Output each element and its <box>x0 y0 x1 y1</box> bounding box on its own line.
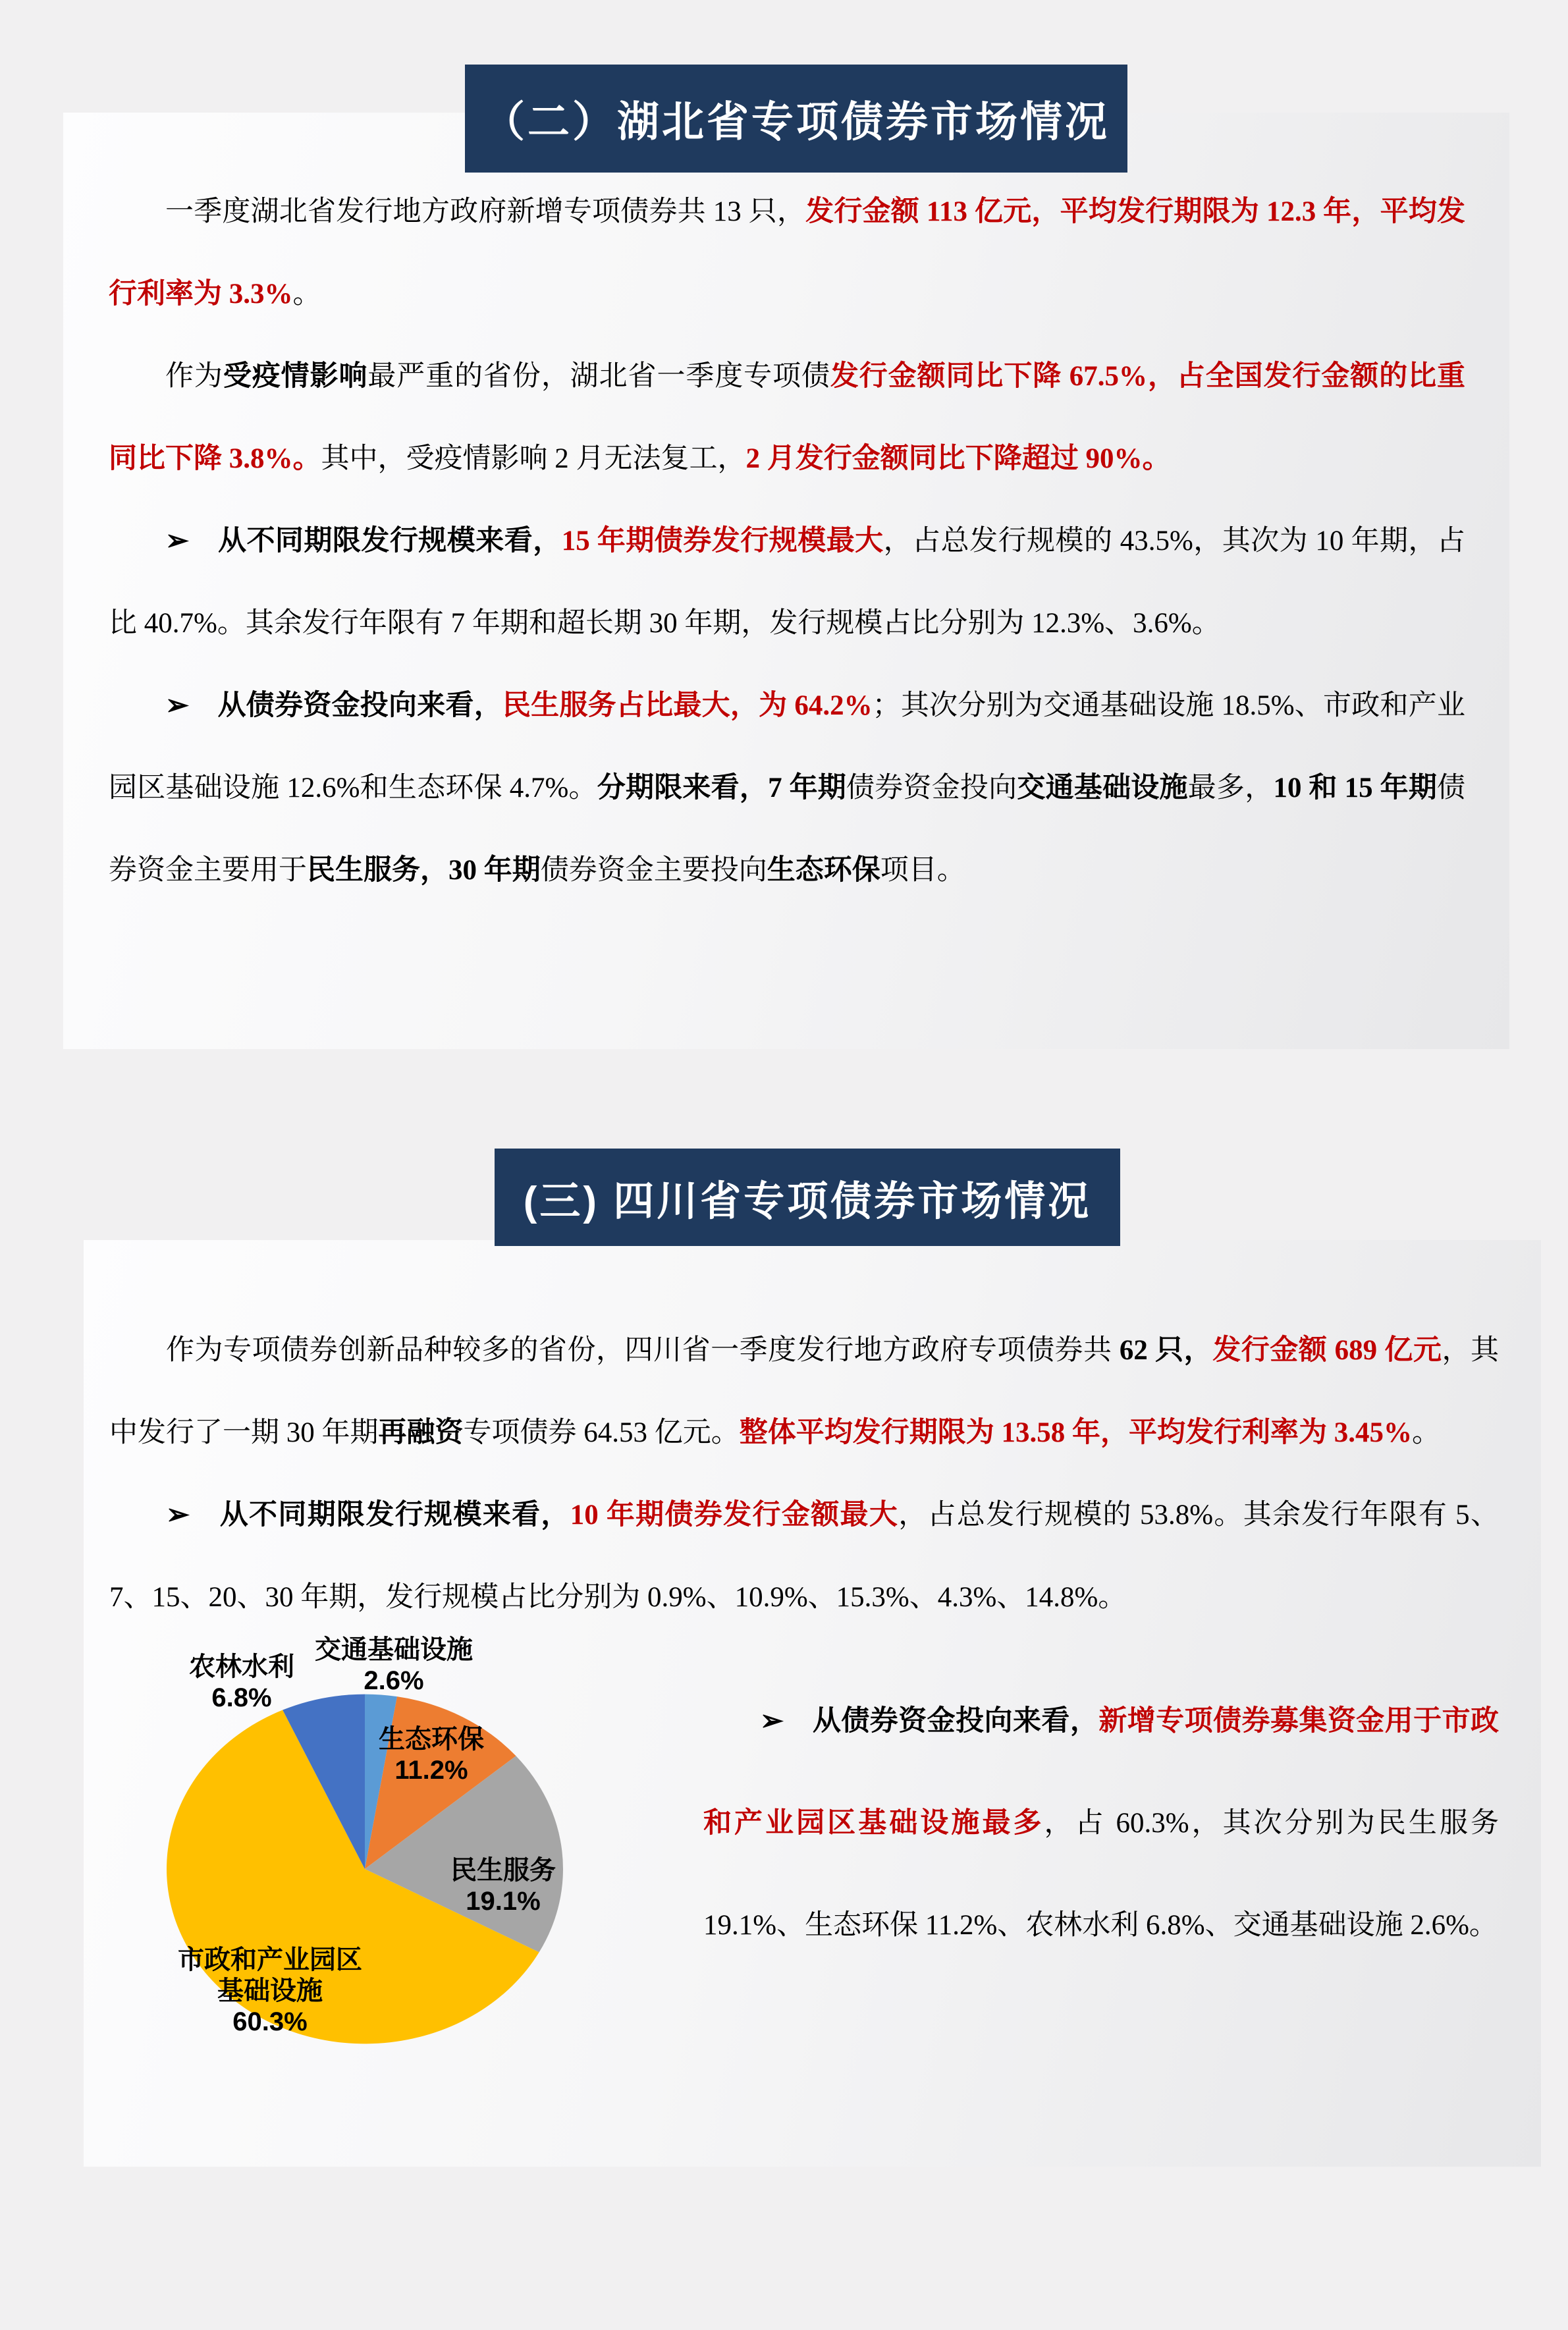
paragraph-sichuan-issuance: 作为专项债券创新品种较多的省份，四川省一季度发行地方政府专项债券共 62 只，发行金额 689 亿元，其中发行了一期 30 年期再融资专项债券 64.53 亿元。整体平均发行期限为 13.58 年，平均发行利率为 3.45%。 <box>109 1335 1500 1448</box>
sichuan-investment-text <box>703 1639 1499 2060</box>
pie-label-eco-name: 生态环保 <box>379 1725 484 1754</box>
pie-label-minsheng-pct: 19.1% <box>466 1887 541 1916</box>
pie-label-minsheng <box>450 1855 556 1917</box>
pie-label-agri-pct: 6.8% <box>211 1683 272 1713</box>
section-sichuan-header <box>495 1149 1120 1246</box>
bullet-sichuan-maturity: ➢ 从不同期限发行规模来看，10 年期债券发行金额最大，占总发行规模的 53.8%。其余发行年限有 5、7、15、20、30 年期，发行规模占比分别为 0.9%、10.9%、15.3%、4.3%、14.8%。 <box>109 1500 1500 1613</box>
section-sichuan <box>84 1178 1541 2167</box>
pie-label-traffic-pct: 2.6% <box>364 1666 424 1696</box>
bullet-hubei-maturity: ➢ 从不同期限发行规模来看，15 年期债券发行规模最大，占总发行规模的 43.5%，其次为 10 年期，占比 40.7%。其余发行年限有 7 年期和超长期 30 年期，发行规模占比分别为 12.3%、3.6%。 <box>109 526 1466 639</box>
paragraph-hubei-epidemic: 作为受疫情影响最严重的省份，湖北省一季度专项债发行金额同比下降 67.5%，占全国发行金额的比重同比下降 3.8%。其中，受疫情影响 2 月无法复工，2 月发行金额同比下降超过 90%。 <box>109 361 1466 474</box>
bullet-hubei-investment: ➢ 从债券资金投向来看，民生服务占比最大，为 64.2%；其次分别为交通基础设施 18.5%、市政和产业园区基础设施 12.6%和生态环保 4.7%。分期限来看，7 年期债券资金投向交通基础设施最多，10 和 15 年期债券资金主要用于民生服务，30 年期债券资金主要投向生态环保项目。 <box>109 690 1466 886</box>
section-sichuan-title: (三) 四川省专项债券市场情况 <box>523 1178 1092 1224</box>
paragraph-hubei-issuance: 一季度湖北省发行地方政府新增专项债券共 13 只，发行金额 113 亿元，平均发行期限为 12.3 年，平均发行利率为 3.3%。 <box>109 196 1465 310</box>
pie-label-agri-name: 农林水利 <box>189 1652 294 1681</box>
section-hubei-body <box>109 171 1465 911</box>
section-hubei-header <box>465 65 1127 173</box>
pie-label-minsheng-name: 民生服务 <box>450 1856 556 1885</box>
pie-label-shizheng-pct: 60.3% <box>232 2007 308 2037</box>
pie-label-shizheng-name: 市政和产业园区基础设施 <box>178 1945 362 2006</box>
section-sichuan-body <box>109 1309 1499 1639</box>
pie-label-shizheng <box>171 1945 369 2038</box>
section-hubei <box>63 98 1509 1049</box>
pie-label-agri <box>189 1652 294 1714</box>
bullet-sichuan-investment: ➢ 从债券资金投向来看，新增专项债券募集资金用于市政和产业园区基础设施最多，占 60.3%，其次分别为民生服务 19.1%、生态环保 11.2%、农林水利 6.8%、交通基础设施 2.6%。 <box>703 1706 1500 1941</box>
pie-label-eco-pct: 11.2% <box>394 1756 468 1785</box>
pie-chart-sichuan-investment <box>109 1635 703 2060</box>
section-hubei-title: （二）湖北省专项债券市场情况 <box>483 98 1110 146</box>
pie-label-traffic-name: 交通基础设施 <box>315 1635 473 1664</box>
pie-label-eco <box>379 1724 484 1786</box>
sichuan-investment-chart-row <box>109 1635 1500 2060</box>
pie-label-traffic <box>315 1635 473 1696</box>
